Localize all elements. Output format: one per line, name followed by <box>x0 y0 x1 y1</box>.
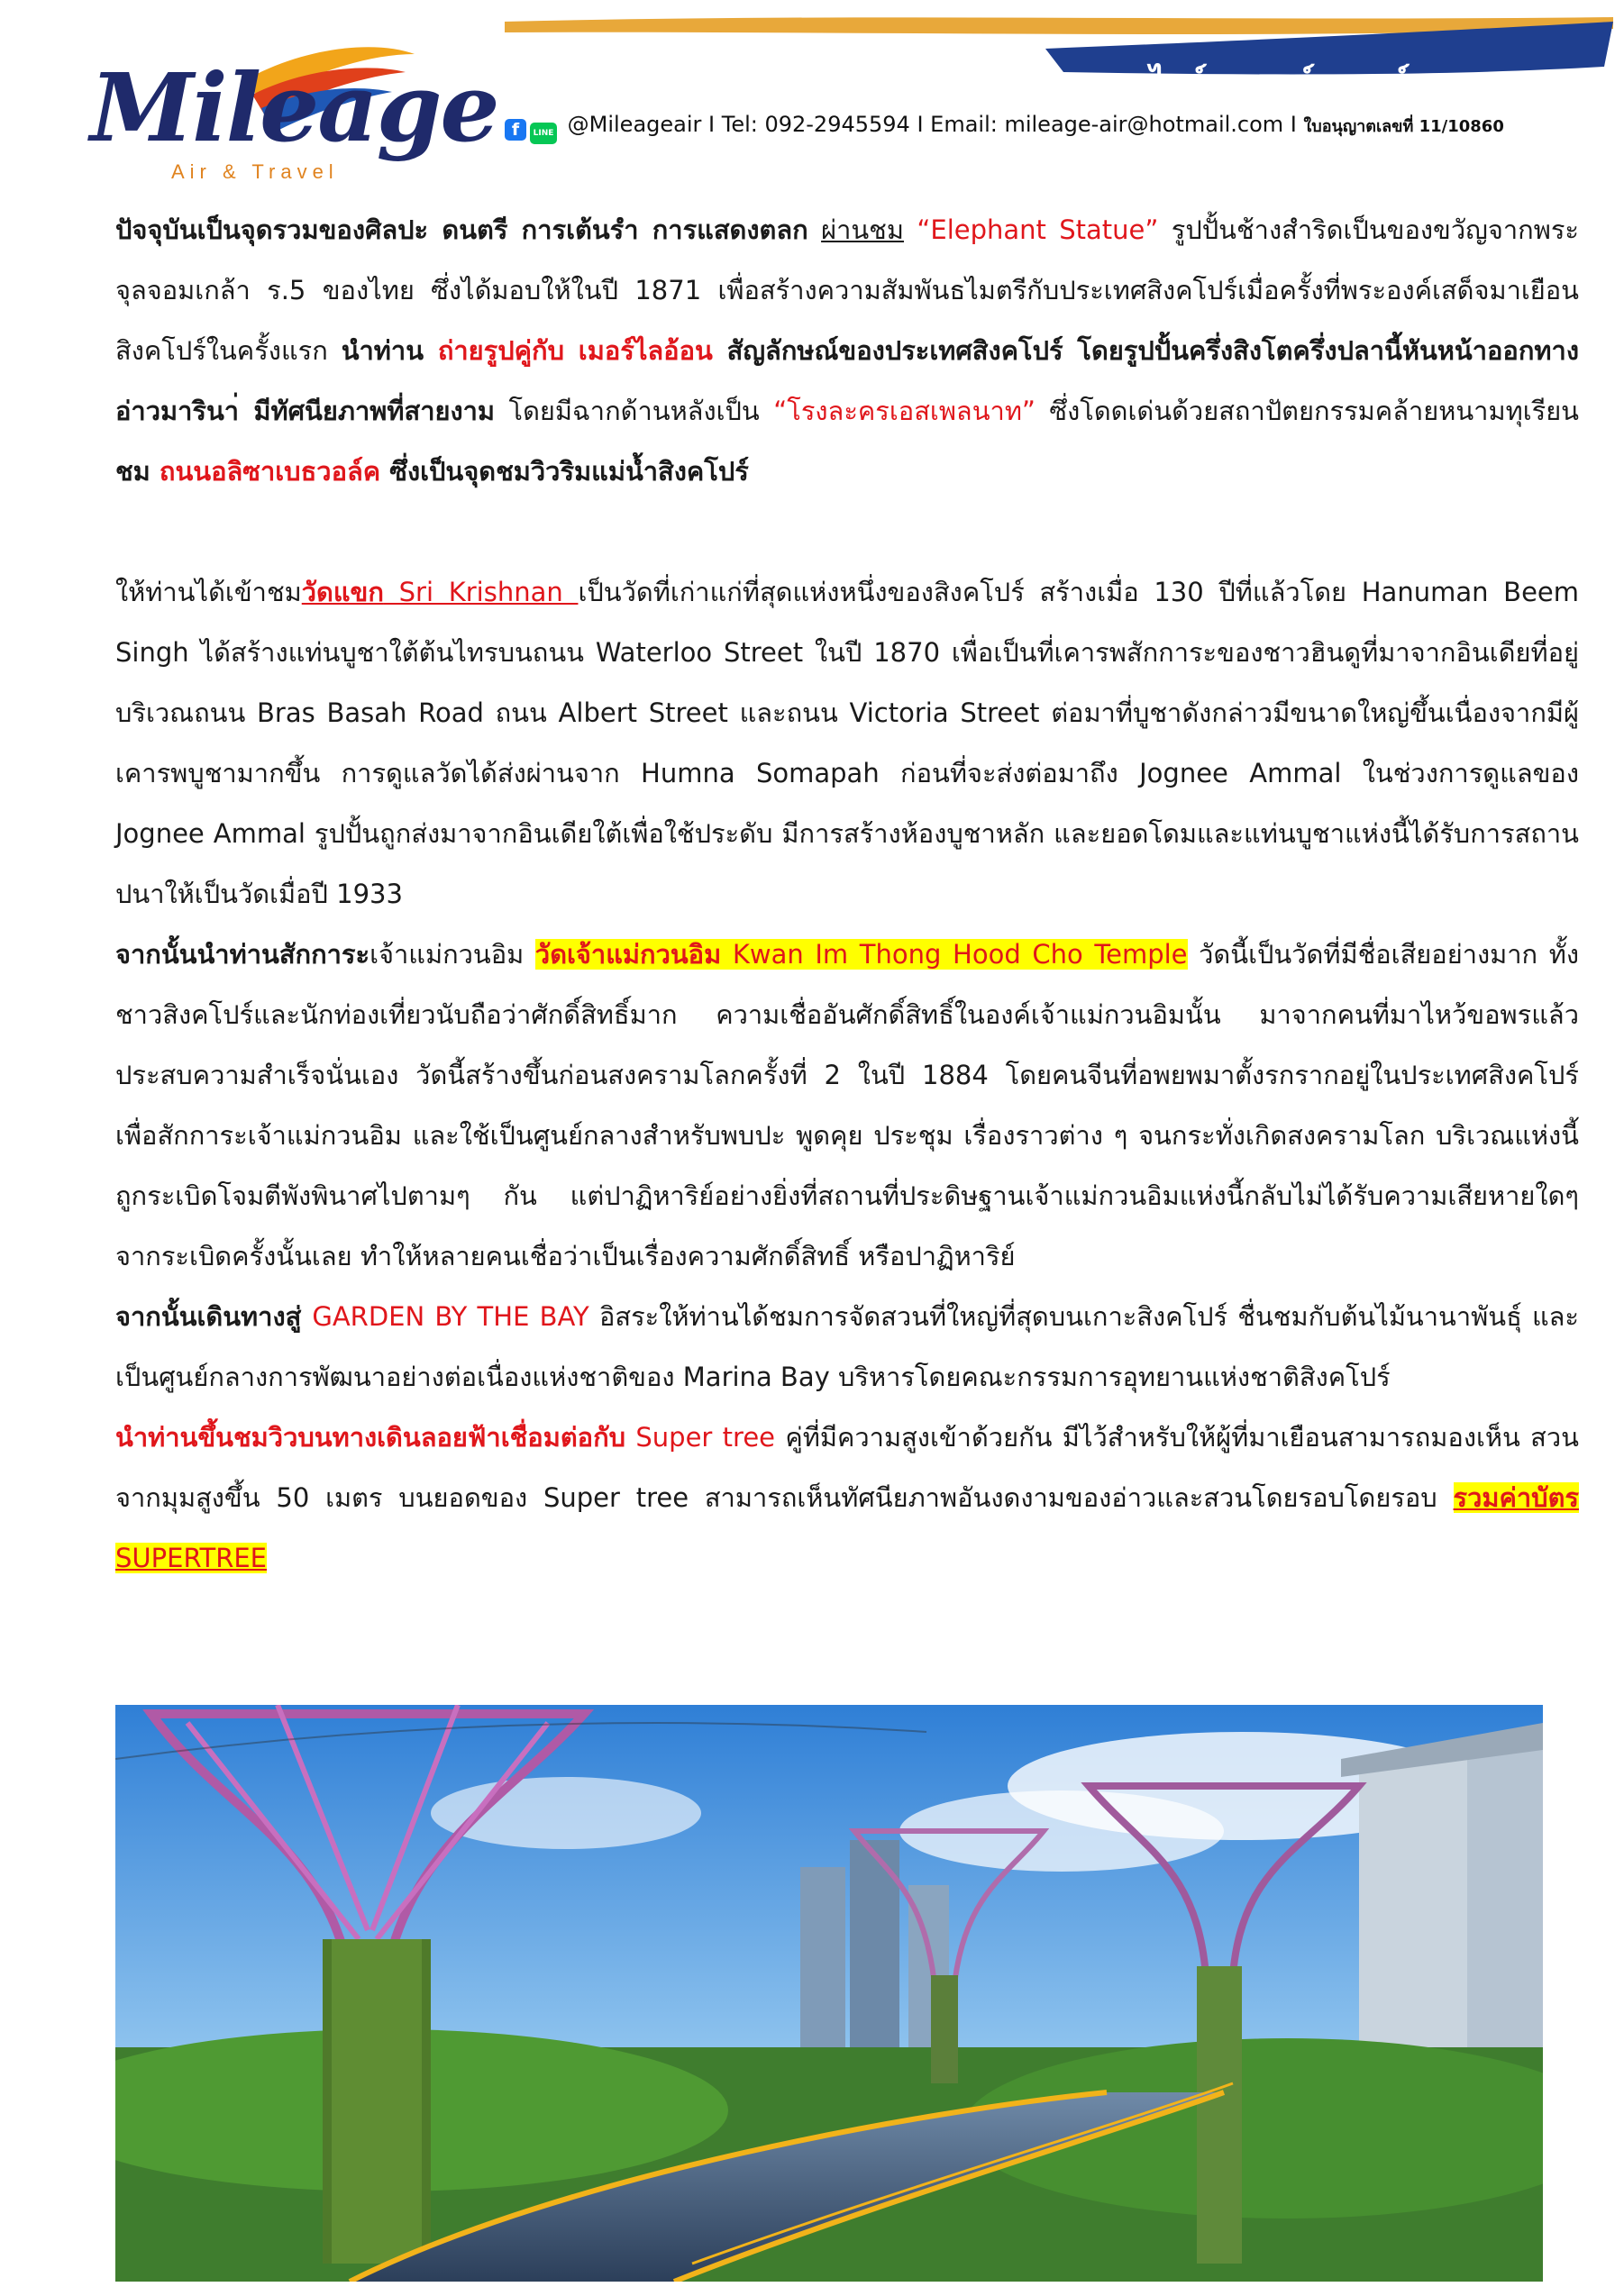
text-run: สัญลักษณ์ของประเทศสิงคโปร์ โดยรูปปั้นครึ่งสิงโตครึ่งปลานี้หันหน้าออกทางอ่าวมารินา่ มีทัศนียภาพที่สายงาม <box>115 335 1579 426</box>
line-icon: LINE <box>530 123 557 144</box>
text-run: วัดเจ้าแม่กวนอิม <box>534 939 722 970</box>
text-run: SUPERTREE <box>115 1543 267 1573</box>
license-number: ใบอนุญาตเลขที่ 11/10860 <box>1303 117 1504 136</box>
itinerary-body <box>115 200 1579 1589</box>
text-run: รวมค่าบัตร <box>1453 1482 1579 1513</box>
facebook-icon: f <box>505 119 526 141</box>
contact-line <box>505 112 1504 144</box>
paragraph-sri-krishnan <box>115 562 1579 925</box>
text-run: เจ้าแม่กวนอิม <box>370 939 535 970</box>
text-run: Sri Krishnan <box>383 577 579 607</box>
logo-subtitle: Air & Travel <box>171 160 339 183</box>
paragraph-kwan-im <box>115 925 1579 1287</box>
logo-wordmark: Mileage <box>90 52 498 163</box>
text-run: ซึ่งโดดเด่นด้วยสถาปัตยกรรมคล้ายหนามทุเรียน <box>1035 396 1580 426</box>
text-run: ให้ท่านได้เข้าชม <box>115 577 302 607</box>
text-run: อิสระให้ท่านได้ชมการจัดสวนที่ใหญ่ที่สุดบนเกาะสิงคโปร์ ชื่นชมกับต้นไม้นานาพันธุ์ และ เป็นศูนย์กลางการพัฒนาอย่างต่อเนื่องแห่งชาติของ Marina Bay บริหารโดยคณะกรรมการอุทยานแห่งชาติสิงคโปร์ <box>115 1301 1580 1392</box>
text-run: จากนั้นเดินทางสู่ <box>115 1301 313 1332</box>
brand-thai-name: ไมล์เลจแอร์ แอนด์ แทรเวล <box>1149 64 1530 101</box>
text-run: โดยมีฉากด้านหลังเป็น <box>495 396 774 426</box>
text-run: ถนนอลิซาเบธวอล์ค <box>159 456 381 487</box>
contact-info: @Mileageair I Tel: 092-2945594 I Email: mileage-air@hotmail.com I <box>567 112 1297 137</box>
spacer <box>115 502 1579 562</box>
text-run: รูปปั้นช้างสำริดเป็นของขวัญจากพระจุลจอมเกล้า ร.5 ของไทย ซึ่งได้มอบให้ในปี 1871 เพื่อสร้างความสัมพันธไมตรีกับประเทศสิงคโปร์เมื่อครั้งที่พระองค์เสด็จมาเยือนสิงคโปร์ในครั้งแรก <box>115 214 1579 366</box>
text-run: นำท่านขึ้นชมวิวบนทางเดินลอยฟ้าเชื่อมต่อกับ <box>115 1422 626 1453</box>
paragraph-esplanade <box>115 200 1579 502</box>
text-run: ชม <box>115 456 160 487</box>
photo-illustration <box>115 1705 1543 2282</box>
paragraph-supertree <box>115 1408 1579 1589</box>
text-run: ถ่ายรูปคู่กับ เมอร์ไลอ้อน <box>437 335 713 366</box>
text-run: “โรงละครเอสเพลนาท” <box>773 396 1036 426</box>
text-run: ปัจจุบันเป็นจุดรวมของศิลปะ ดนตรี การเต้นรำ การแสดงตลก <box>115 214 808 245</box>
text-run: Kwan Im Thong Hood Cho Temple <box>721 939 1188 970</box>
text-run: ผ่านชม <box>821 214 904 245</box>
text-run: นำท่าน <box>341 335 438 366</box>
text-run: Super tree <box>625 1422 776 1453</box>
text-run: GARDEN BY THE BAY <box>312 1301 589 1332</box>
text-run: จากนั้นนำท่านสักการะ <box>115 939 370 970</box>
text-run: คู่ที่มีความสูงเข้าด้วยกัน มีไว้สำหรับให้ผู้ที่มาเยือนสามารถมองเห็น สวนจากมุมสูงขึ้น 50 เมตร บนยอดของ Super tree สามารถเห็นทัศนียภาพอันงดงามของอ่าวและสวนโดยรอบโดยรอบ <box>115 1422 1579 1513</box>
text-run: วัดแขก <box>301 577 384 607</box>
text-run: ซึ่งเป็นจุดชมวิวริมแม่น้ำสิงคโปร์ <box>380 456 749 487</box>
supertree-skyway-photo <box>115 1705 1543 2282</box>
paragraph-garden-by-the-bay <box>115 1287 1579 1408</box>
letterhead <box>0 0 1624 183</box>
text-run: เป็นวัดที่เก่าแก่ที่สุดแห่งหนึ่งของสิงคโปร์ สร้างเมื่อ 130 ปีที่แล้วโดย Hanuman Beem Singh ได้สร้างแท่นบูชาใต้ต้นไทรบนถนน Waterloo Street ในปี 1870 เพื่อเป็นที่เคารพสักการะของชาวฮินดูที่มาจากอินเดียที่อยู่บริเวณถนน Bras Basah Road ถนน Albert Street และถนน Victoria Street ต่อมาที่บูชาดังกล่าวมีขนาดใหญ่ขึ้นเนื่องจากมีผู้เคารพบูชามากขึ้น การดูแลวัดได้ส่งผ่านจาก Humna Somapah ก่อนที่จะส่งต่อมาถึง Jognee Ammal ในช่วงการดูแลของ Jognee Ammal รูปปั้นถูกส่งมาจากอินเดียใต้เพื่อใช้ประดับ มีการสร้างห้องบูชาหลัก และยอดโดมและแท่นบูชาแห่งนี้ได้รับการสถานปนาให้เป็นวัดเมื่อปี 1933 <box>115 577 1580 909</box>
mileage-logo <box>36 45 498 183</box>
text-run: วัดนี้เป็นวัดที่มีชื่อเสียอย่างมาก ทั้งชาวสิงคโปร์และนักท่องเที่ยวนับถือว่าศักดิ์สิทธิ์มาก ความเชื่ออันศักดิ์สิทธิ์ในองค์เจ้าแม่กวนอิมนั้น มาจากคนที่มาไหว้ขอพรแล้วประสบความสำเร็จนั่นเอง วัดนี้สร้างขึ้นก่อนสงครามโลกครั้งที่ 2 ในปี 1884 โดยคนจีนที่อพยพมาตั้งรกรากอยู่ในประเทศสิงคโปร์ เพื่อสักการะเจ้าแม่กวนอิม และใช้เป็นศูนย์กลางสำหรับพบปะ พูดคุย ประชุม เรื่องราวต่าง ๆ จนกระทั่งเกิดสงครามโลก บริเวณแห่งนี้ถูกระเบิดโจมตีพังพินาศไปตามๆ กัน แต่ปาฏิหาริย์อย่างยิ่งที่สถานที่ประดิษฐานเจ้าแม่กวนอิมแห่งนี้กลับไม่ได้รับความเสียหายใดๆ จากระเบิดครั้งนั้นเลย ทำให้หลายคนเชื่อว่าเป็นเรื่องความศักดิ์สิทธิ์ หรือปาฏิหาริย์ <box>115 939 1579 1271</box>
text-run: “Elephant Statue” <box>917 214 1159 245</box>
